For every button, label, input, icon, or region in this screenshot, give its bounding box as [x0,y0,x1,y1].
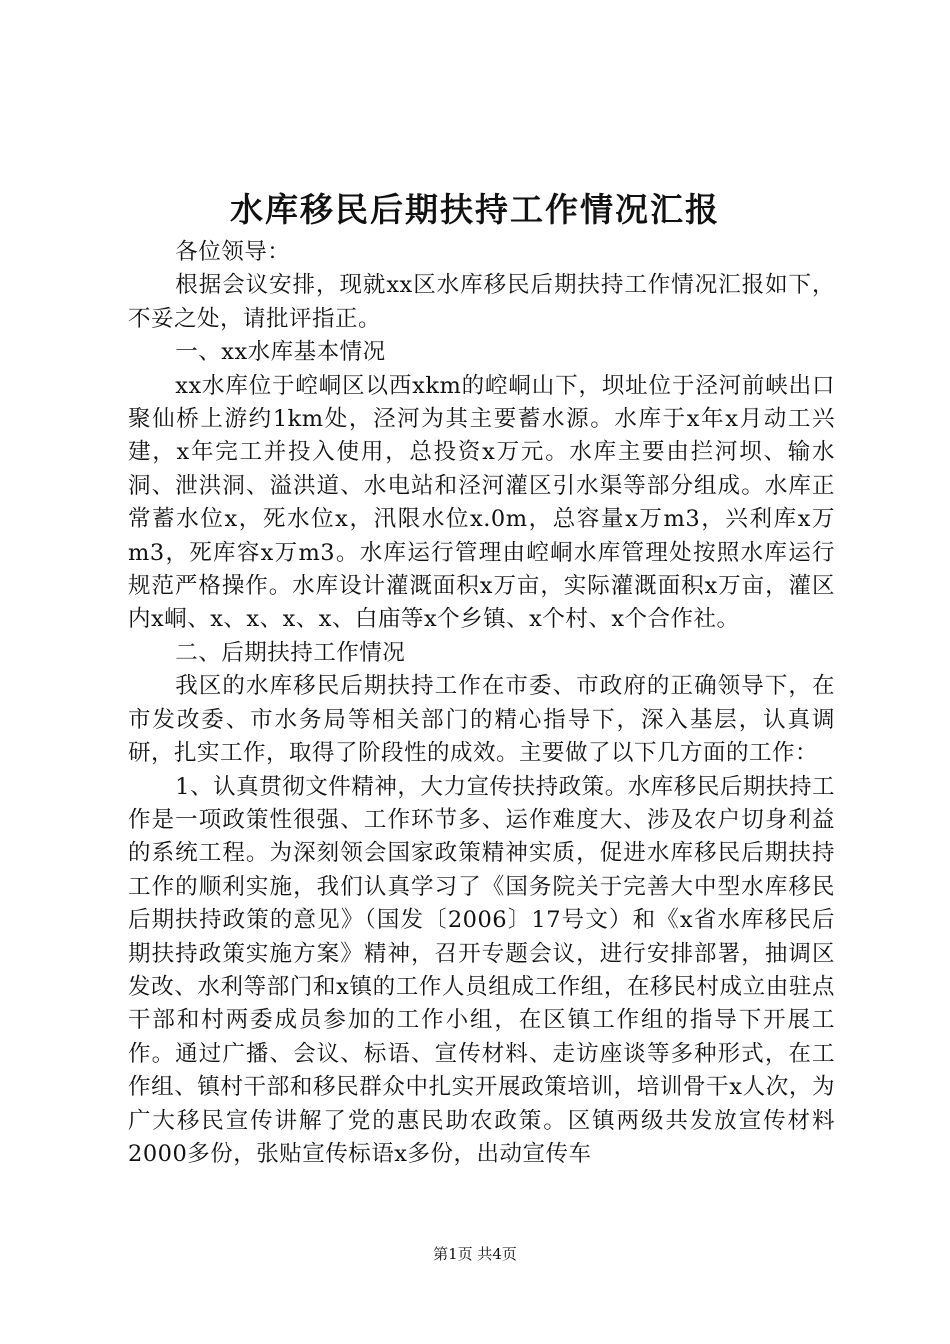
page-footer: 第1页 共4页 [433,1245,517,1263]
section-heading-2: 二、后期扶持工作情况 [175,639,406,666]
intro-paragraph: 根据会议安排，现就xx区水库移民后期扶持工作情况汇报如下，不妥之处，请批评指正。 [128,272,835,332]
section-heading-1: 一、xx水库基本情况 [175,339,386,366]
salutation: 各位领导： [175,239,291,265]
document-body [128,236,835,1171]
policy-publicity-paragraph: 1、认真贯彻文件精神，大力宣传扶持政策。水库移民后期扶持工作是一项政策性很强、工作环节多、运作难度大、涉及农户切身利益的系统工程。为深刻领会国家政策精神实质，促进水库移民后期扶持工作的顺利实施，我们认真学习了《国务院关于完善大中型水库移民后期扶持政策的意见》（国发〔2006〕17号文）和《x省水库移民后期扶持政策实施方案》精神，召开专题会议，进行安排部署，抽调区发改、水利等部门和x镇的工作人员组成工作组，在移民村成立由驻点干部和村两委成员参加的工作小组，在区镇工作组的指导下开展工作。通过广播、会议、标语、宣传材料、走访座谈等多种形式，在工作组、镇村干部和移民群众中扎实开展政策培训，培训骨干x人次，为广大移民宣传讲解了党的惠民助农政策。区镇两级共发放宣传材料2000多份，张贴宣传标语x多份，出动宣传车 [128,773,835,1167]
reservoir-overview-paragraph: xx水库位于崆峒区以西xkm的崆峒山下，坝址位于泾河前峡出口聚仙桥上游约1km处，泾河为其主要蓄水源。水库于x年x月动工兴建，x年完工并投入使用，总投资x万元。水库主要由拦河坝、输水洞、泄洪洞、溢洪道、水电站和泾河灌区引水渠等部分组成。水库正常蓄水位x，死水位x，汛限水位x.0m，总容量x万m3，兴利库x万m3，死库容x万m3。水库运行管理由崆峒水库管理处按照水库运行规范严格操作。水库设计灌溉面积x万亩，实际灌溉面积x万亩，灌区内x峒、x、x、x、x、白庙等x个乡镇、x个村、x个合作社。 [128,372,835,633]
work-summary-paragraph: 我区的水库移民后期扶持工作在市委、市政府的正确领导下，在市发改委、市水务局等相关部门的精心指导下，深入基层，认真调研，扎实工作，取得了阶段性的成效。主要做了以下几方面的工作： [128,673,835,767]
document-title: 水库移民后期扶持工作情况汇报 [230,190,720,229]
